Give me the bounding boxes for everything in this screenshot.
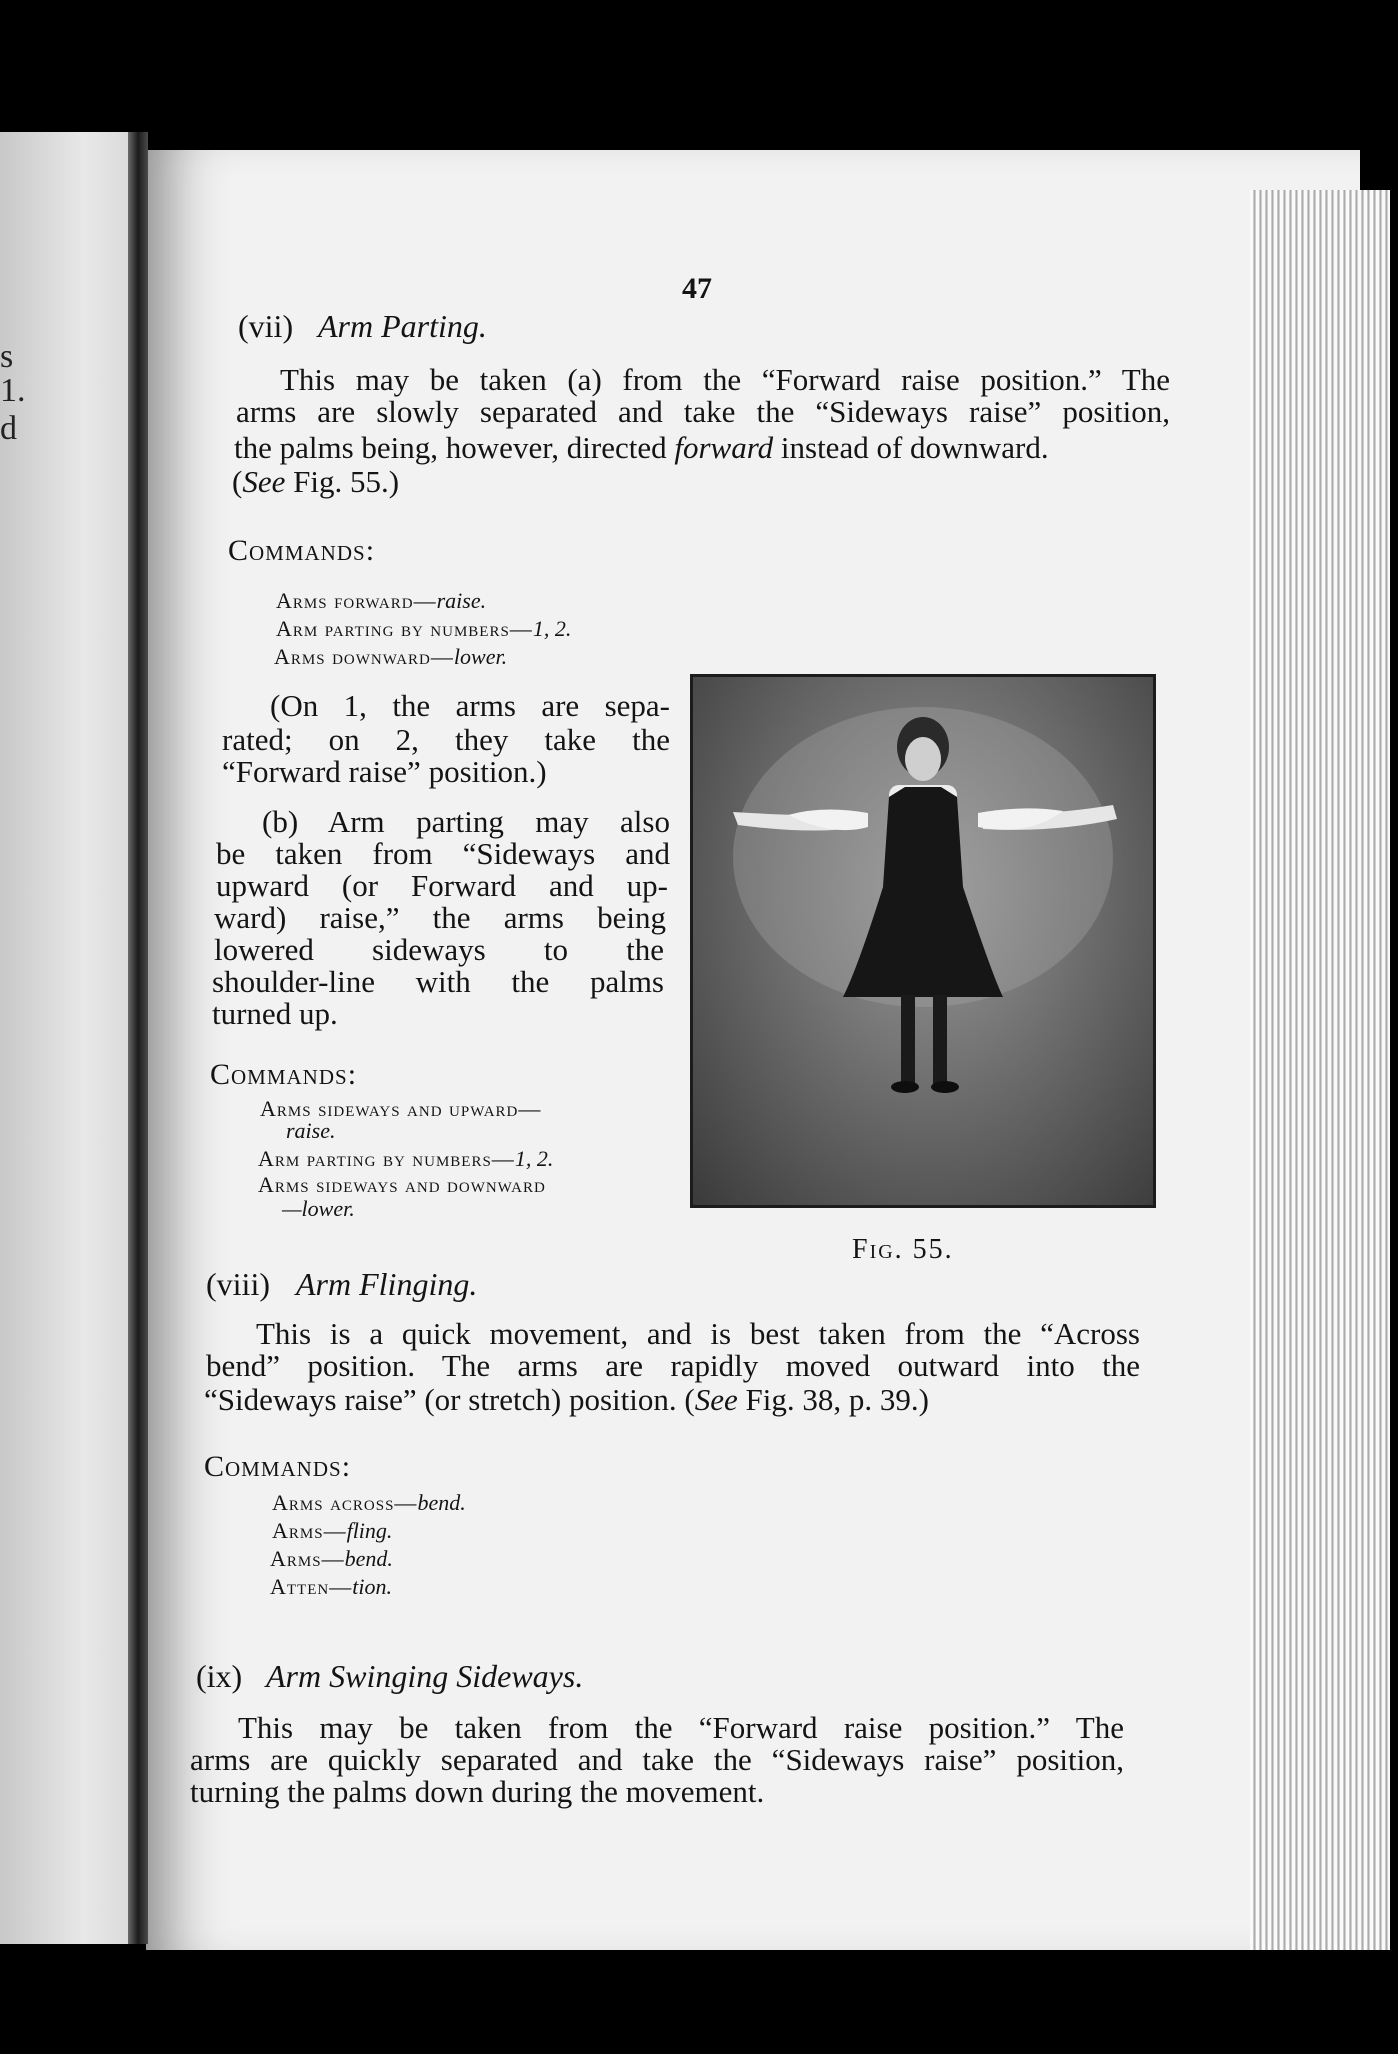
paragraph-line: This may be taken from the “Forward raise position.” The bbox=[238, 1710, 1124, 1745]
commands-heading: Commands: bbox=[228, 534, 376, 567]
command-caps: Arm parting by numbers— bbox=[258, 1146, 515, 1171]
command-line bbox=[282, 1198, 355, 1220]
paragraph-line: (b) Arm parting may also bbox=[262, 804, 670, 839]
note-line: “Forward raise” position.) bbox=[222, 754, 547, 789]
left-page-fragment: d bbox=[0, 410, 17, 447]
command-line bbox=[258, 1148, 553, 1170]
command-line bbox=[258, 1174, 546, 1196]
command-italic: fling. bbox=[346, 1518, 393, 1543]
text-run: the palms being, however, directed bbox=[234, 430, 675, 465]
command-italic: bend. bbox=[417, 1490, 466, 1515]
book-spine bbox=[128, 132, 148, 1944]
command-italic: raise. bbox=[436, 588, 487, 613]
paragraph-line: bend” position. The arms are rapidly moved outward into the bbox=[206, 1348, 1140, 1383]
text-run: forward bbox=[674, 430, 774, 465]
command-line bbox=[272, 1492, 466, 1514]
command-italic: —lower. bbox=[282, 1196, 355, 1221]
note-line: (On 1, the arms are sepa- bbox=[270, 688, 670, 723]
command-italic: 1, 2. bbox=[532, 616, 572, 641]
command-caps: Atten— bbox=[270, 1574, 353, 1599]
paragraph-line: This is a quick movement, and is best taken from the “Across bbox=[256, 1316, 1140, 1351]
note-line: rated; on 2, they take the bbox=[222, 722, 670, 757]
section-viii-title: Arm Flinging. bbox=[296, 1266, 478, 1302]
left-facing-page bbox=[0, 132, 140, 1944]
command-italic: bend. bbox=[344, 1546, 393, 1571]
paragraph-line: upward (or Forward and up- bbox=[216, 868, 668, 903]
paragraph-line bbox=[232, 466, 399, 497]
woman-arms-extended-illustration bbox=[693, 677, 1153, 1205]
command-caps: Arms forward— bbox=[276, 588, 437, 613]
section-ix-title: Arm Swinging Sideways. bbox=[266, 1658, 584, 1694]
paragraph-line: lowered sideways to the bbox=[214, 932, 664, 967]
paragraph-line: arms are quickly separated and take the “Sideways raise” position, bbox=[190, 1742, 1124, 1777]
section-ix-number: (ix) bbox=[196, 1658, 243, 1694]
command-italic: 1, 2. bbox=[514, 1146, 554, 1171]
command-line bbox=[274, 646, 507, 668]
left-page-fragment: 1. bbox=[0, 372, 26, 409]
text-run: See bbox=[694, 1382, 738, 1417]
text-run: instead of downward. bbox=[773, 430, 1049, 465]
commands-heading: Commands: bbox=[204, 1450, 352, 1483]
command-line bbox=[286, 1120, 336, 1142]
text-run: “Sideways raise” (or stretch) position. ( bbox=[204, 1382, 695, 1417]
command-italic: lower. bbox=[453, 644, 508, 669]
section-vii-number: (vii) bbox=[238, 308, 294, 344]
paragraph-line: This may be taken (a) from the “Forward raise position.” The bbox=[280, 362, 1170, 397]
command-caps: Arms— bbox=[272, 1518, 347, 1543]
paragraph-line: ward) raise,” the arms being bbox=[214, 900, 666, 935]
commands-heading: Commands: bbox=[210, 1058, 358, 1091]
command-caps: Arms downward— bbox=[274, 644, 454, 669]
command-caps: Arm parting by numbers— bbox=[276, 616, 533, 641]
command-italic: raise. bbox=[286, 1118, 336, 1143]
command-caps: Arms sideways and downward bbox=[258, 1172, 546, 1197]
paragraph-line bbox=[204, 1384, 929, 1415]
command-line bbox=[272, 1520, 392, 1542]
paragraph-line: shoulder-line with the palms bbox=[212, 964, 664, 999]
paragraph-line: turning the palms down during the movement. bbox=[190, 1774, 765, 1809]
paragraph-line: arms are slowly separated and take the “Sideways raise” position, bbox=[236, 394, 1170, 429]
text-run: Fig. 55.) bbox=[285, 464, 400, 499]
command-line bbox=[270, 1548, 393, 1570]
text-run: See bbox=[242, 464, 286, 499]
command-line bbox=[270, 1576, 392, 1598]
command-caps: Arms sideways and upward— bbox=[260, 1096, 542, 1121]
page-number: 47 bbox=[682, 272, 712, 305]
command-italic: tion. bbox=[352, 1574, 392, 1599]
paragraph-line: be taken from “Sideways and bbox=[216, 836, 670, 871]
paragraph-line: turned up. bbox=[212, 996, 338, 1031]
text-run: Fig. 38, p. 39.) bbox=[737, 1382, 929, 1417]
figure-55-photograph bbox=[690, 674, 1156, 1208]
section-viii-number: (viii) bbox=[206, 1266, 270, 1302]
figure-caption: Fig. 55. bbox=[852, 1234, 954, 1265]
command-line bbox=[276, 590, 486, 612]
command-line bbox=[276, 618, 571, 640]
command-caps: Arms— bbox=[270, 1546, 345, 1571]
page-edges bbox=[1250, 190, 1390, 1950]
section-vii-title: Arm Parting. bbox=[318, 308, 487, 344]
left-page-fragment: s bbox=[0, 338, 14, 375]
text-run: ( bbox=[232, 464, 243, 499]
command-caps: Arms across— bbox=[272, 1490, 418, 1515]
paragraph-line bbox=[234, 432, 1170, 463]
command-line bbox=[260, 1098, 541, 1120]
